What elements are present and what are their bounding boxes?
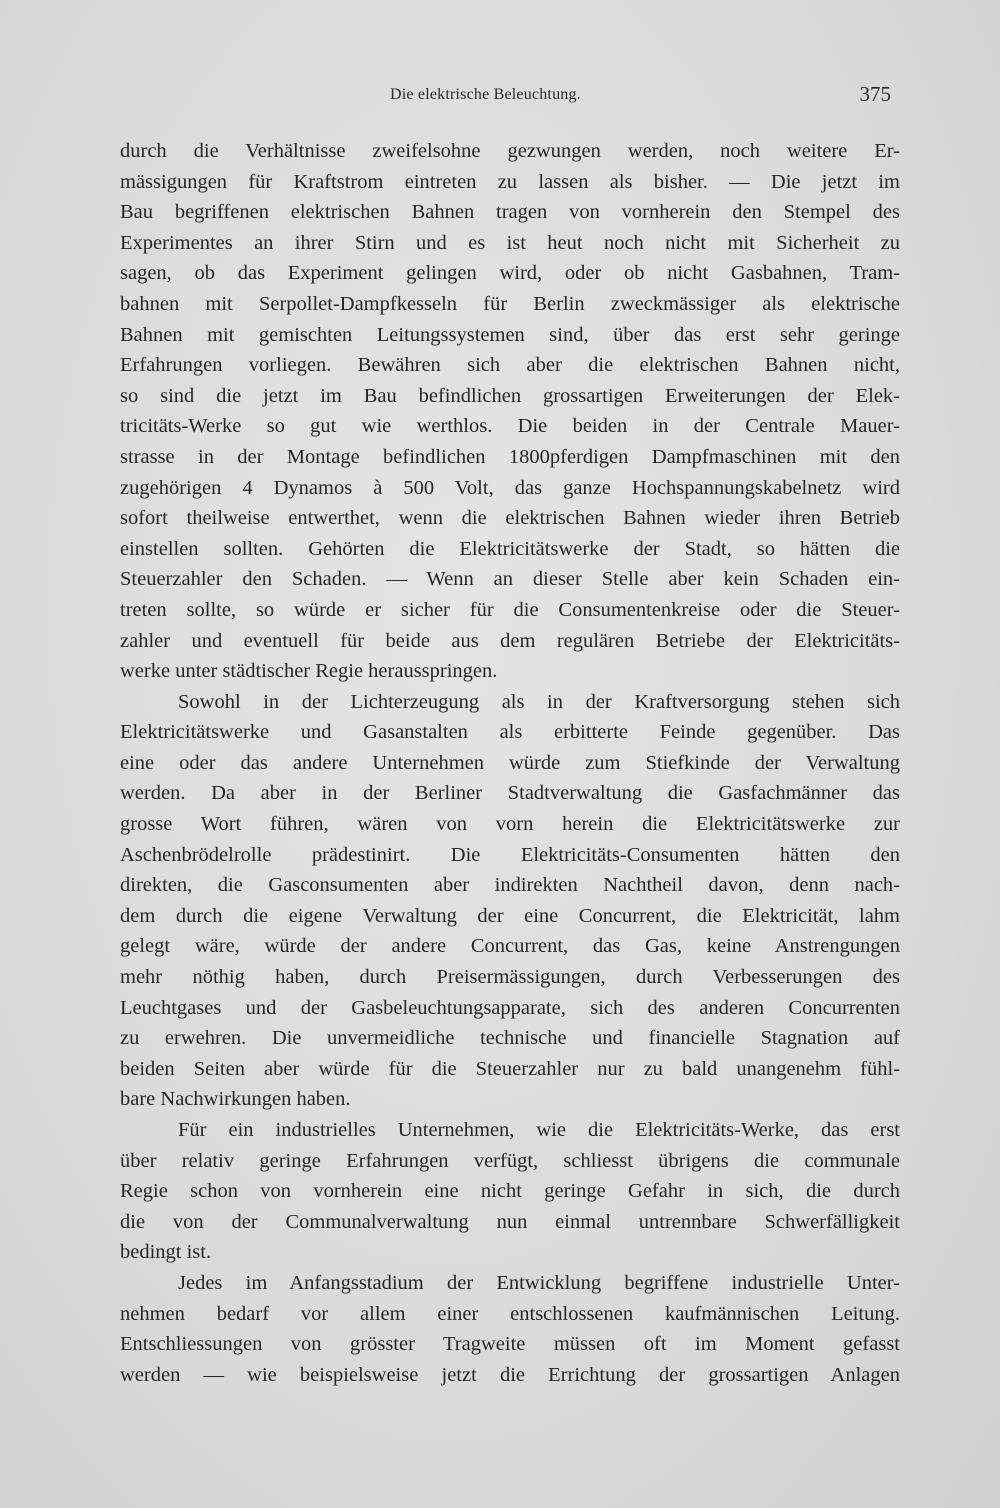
paragraph-first-line: Jedes im Anfangsstadium der Entwicklung begriffene industrielle Unter- — [178, 1271, 900, 1294]
paragraph-last-line: werke unter städtischer Regie herausspringen. — [120, 660, 498, 683]
text-line: mässigungen für Kraftstrom eintreten zu lassen als bisher. — Die jetzt im — [120, 170, 900, 193]
text-line: treten sollte, so würde er sicher für die Consumentenkreise oder die Steuer- — [120, 598, 900, 621]
text-line: Aschenbrödelrolle prädestinirt. Die Elektricitäts-Consumenten hätten den — [120, 843, 900, 866]
text-line: Elektricitätswerke und Gasanstalten als erbitterte Feinde gegenüber. Das — [120, 721, 900, 744]
page-header — [120, 82, 895, 112]
text-line: werden. Da aber in der Berliner Stadtverwaltung die Gasfachmänner das — [120, 782, 900, 805]
paragraph-first-line: Für ein industrielles Unternehmen, wie die Elektricitäts-Werke, das erst — [178, 1119, 900, 1141]
text-line: so sind die jetzt im Bau befindlichen grossartigen Erweiterungen der Elek- — [120, 384, 900, 407]
text-line: zugehörigen 4 Dynamos à 500 Volt, das ganze Hochspannungskabelnetz wird — [120, 476, 900, 499]
paragraph-first-line: Sowohl in der Lichterzeugung als in der Kraftversorgung stehen sich — [178, 690, 900, 713]
text-line: Experimentes an ihrer Stirn und es ist heut noch nicht mit Sicherheit zu — [120, 231, 900, 254]
text-line: über relativ geringe Erfahrungen verfügt, schliesst übrigens die communale — [120, 1149, 900, 1172]
text-line: sofort theilweise entwerthet, wenn die elektrischen Bahnen wieder ihren Betrieb — [120, 507, 900, 530]
text-line: nehmen bedarf vor allem einer entschlossenen kaufmännischen Leitung. — [120, 1302, 900, 1325]
text-line: mehr nöthig haben, durch Preisermässigungen, durch Verbesserungen des — [120, 966, 900, 989]
text-line: Bau begriffenen elektrischen Bahnen tragen von vornherein den Stempel des — [120, 201, 900, 224]
text-line: Erfahrungen vorliegen. Bewähren sich aber die elektrischen Bahnen nicht, — [120, 354, 900, 377]
text-line: strasse in der Montage befindlichen 1800pferdigen Dampfmaschinen mit den — [120, 445, 900, 468]
text-line: Entschliessungen von grösster Tragweite müssen oft im Moment gefasst — [120, 1333, 900, 1356]
text-line: grosse Wort führen, wären von vorn herein die Elektricitätswerke zur — [120, 813, 900, 836]
text-line: einstellen sollten. Gehörten die Elektricitätswerke der Stadt, so hätten die — [120, 537, 900, 560]
text-line: werden — wie beispielsweise jetzt die Errichtung der grossartigen Anlagen — [120, 1363, 900, 1386]
text-line: durch die Verhältnisse zweifelsohne gezwungen werden, noch weitere Er- — [120, 140, 900, 162]
text-line: beiden Seiten aber würde für die Steuerzahler nur zu bald unangenehm fühl- — [120, 1057, 900, 1080]
text-line: eine oder das andere Unternehmen würde zum Stiefkinde der Verwaltung — [120, 751, 900, 774]
page-number: 375 — [859, 82, 891, 106]
text-line: dem durch die eigene Verwaltung der eine Concurrent, die Elektricität, lahm — [120, 904, 900, 927]
paragraph-last-line: bedingt ist. — [120, 1241, 212, 1264]
paragraph-last-line: bare Nachwirkungen haben. — [120, 1088, 351, 1111]
body-text — [120, 136, 900, 1390]
text-line: Bahnen mit gemischten Leitungssystemen sind, über das erst sehr geringe — [120, 323, 900, 346]
text-line: Regie schon von vornherein eine nicht geringe Gefahr in sich, die durch — [120, 1180, 900, 1203]
text-line: Steuerzahler den Schaden. — Wenn an dieser Stelle aber kein Schaden ein- — [120, 568, 900, 591]
text-line: zu erwehren. Die unvermeidliche technische und financielle Stagnation auf — [120, 1027, 900, 1050]
text-line: die von der Communalverwaltung nun einmal untrennbare Schwerfälligkeit — [120, 1210, 900, 1233]
text-line: tricitäts-Werke so gut wie werthlos. Die beiden in der Centrale Mauer- — [120, 415, 900, 438]
text-line: zahler und eventuell für beide aus dem regulären Betriebe der Elektricitäts- — [120, 629, 900, 652]
text-line: direkten, die Gasconsumenten aber indirekten Nachtheil davon, denn nach- — [120, 874, 900, 897]
text-line: gelegt wäre, würde der andere Concurrent, das Gas, keine Anstrengungen — [120, 935, 900, 958]
text-line: bahnen mit Serpollet-Dampfkesseln für Berlin zweckmässiger als elektrische — [120, 292, 900, 315]
running-title: Die elektrische Beleuchtung. — [390, 86, 581, 103]
text-line: sagen, ob das Experiment gelingen wird, oder ob nicht Gasbahnen, Tram- — [120, 262, 900, 285]
text-line: Leuchtgases und der Gasbeleuchtungsapparate, sich des anderen Concurrenten — [120, 996, 900, 1019]
